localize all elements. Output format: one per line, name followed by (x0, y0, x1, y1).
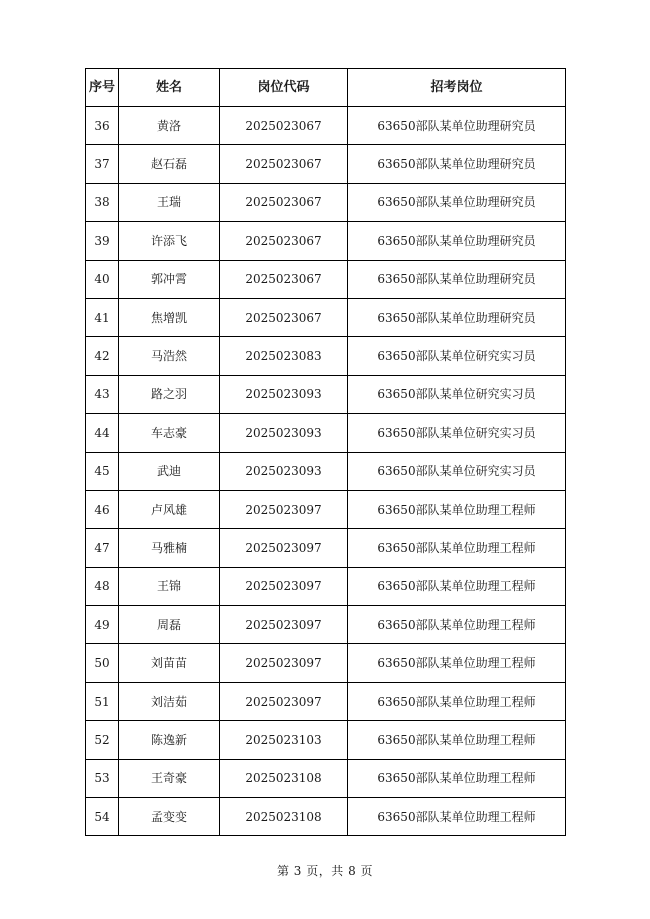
table-row (86, 414, 566, 452)
table-row (86, 529, 566, 567)
table-row (86, 183, 566, 221)
cell-name: 孟变变 (119, 798, 220, 836)
cell-position-title: 63650部队某单位助理工程师 (348, 644, 566, 682)
cell-serial-number: 41 (86, 298, 119, 336)
cell-position-title: 63650部队某单位研究实习员 (348, 452, 566, 490)
cell-serial-number: 36 (86, 107, 119, 145)
cell-position-title: 63650部队某单位助理研究员 (348, 107, 566, 145)
cell-name: 陈逸新 (119, 721, 220, 759)
cell-name: 刘苗苗 (119, 644, 220, 682)
cell-name: 武迪 (119, 452, 220, 490)
cell-position-code: 2025023097 (220, 529, 348, 567)
table-row (86, 260, 566, 298)
table-row (86, 145, 566, 183)
header-name: 姓名 (119, 69, 220, 107)
cell-position-code: 2025023067 (220, 222, 348, 260)
cell-position-title: 63650部队某单位助理工程师 (348, 759, 566, 797)
cell-position-title: 63650部队某单位研究实习员 (348, 414, 566, 452)
cell-position-code: 2025023108 (220, 759, 348, 797)
cell-position-code: 2025023103 (220, 721, 348, 759)
cell-position-title: 63650部队某单位助理工程师 (348, 682, 566, 720)
cell-position-code: 2025023093 (220, 452, 348, 490)
table-row (86, 337, 566, 375)
table-body (86, 107, 566, 836)
cell-position-code: 2025023097 (220, 567, 348, 605)
cell-serial-number: 49 (86, 606, 119, 644)
cell-position-title: 63650部队某单位助理工程师 (348, 721, 566, 759)
cell-serial-number: 50 (86, 644, 119, 682)
table-row (86, 721, 566, 759)
table-row (86, 452, 566, 490)
cell-position-title: 63650部队某单位助理工程师 (348, 567, 566, 605)
cell-position-code: 2025023097 (220, 606, 348, 644)
cell-position-code: 2025023067 (220, 145, 348, 183)
cell-serial-number: 37 (86, 145, 119, 183)
cell-position-title: 63650部队某单位助理研究员 (348, 145, 566, 183)
cell-serial-number: 42 (86, 337, 119, 375)
cell-position-title: 63650部队某单位研究实习员 (348, 375, 566, 413)
cell-position-title: 63650部队某单位助理研究员 (348, 298, 566, 336)
cell-name: 车志豪 (119, 414, 220, 452)
header-position-code: 岗位代码 (220, 69, 348, 107)
table-row (86, 107, 566, 145)
table-row (86, 682, 566, 720)
cell-position-code: 2025023067 (220, 298, 348, 336)
cell-serial-number: 53 (86, 759, 119, 797)
cell-name: 卢风雄 (119, 490, 220, 528)
cell-name: 王奇豪 (119, 759, 220, 797)
cell-serial-number: 43 (86, 375, 119, 413)
cell-position-title: 63650部队某单位助理研究员 (348, 183, 566, 221)
table-row (86, 759, 566, 797)
cell-name: 周磊 (119, 606, 220, 644)
cell-serial-number: 51 (86, 682, 119, 720)
header-position-title: 招考岗位 (348, 69, 566, 107)
header-serial-number: 序号 (86, 69, 119, 107)
cell-position-code: 2025023093 (220, 414, 348, 452)
table-row (86, 298, 566, 336)
cell-position-title: 63650部队某单位助理研究员 (348, 260, 566, 298)
cell-name: 王锦 (119, 567, 220, 605)
cell-position-code: 2025023097 (220, 682, 348, 720)
cell-position-title: 63650部队某单位助理工程师 (348, 606, 566, 644)
table-row (86, 490, 566, 528)
table-row (86, 222, 566, 260)
cell-position-title: 63650部队某单位助理工程师 (348, 490, 566, 528)
cell-position-code: 2025023097 (220, 490, 348, 528)
candidate-table-container (85, 68, 565, 836)
cell-position-code: 2025023093 (220, 375, 348, 413)
cell-serial-number: 44 (86, 414, 119, 452)
cell-position-code: 2025023067 (220, 183, 348, 221)
page-number-footer: 第 3 页，共 8 页 (276, 864, 374, 878)
cell-position-title: 63650部队某单位助理工程师 (348, 798, 566, 836)
table-row (86, 606, 566, 644)
table-header-row (86, 69, 566, 107)
table-row (86, 567, 566, 605)
cell-position-code: 2025023067 (220, 107, 348, 145)
cell-name: 郭冲霄 (119, 260, 220, 298)
cell-name: 马浩然 (119, 337, 220, 375)
cell-name: 黄洛 (119, 107, 220, 145)
cell-serial-number: 47 (86, 529, 119, 567)
cell-serial-number: 40 (86, 260, 119, 298)
cell-name: 路之羽 (119, 375, 220, 413)
cell-serial-number: 45 (86, 452, 119, 490)
cell-name: 马雅楠 (119, 529, 220, 567)
candidate-table (85, 68, 566, 836)
cell-serial-number: 39 (86, 222, 119, 260)
cell-name: 刘洁茹 (119, 682, 220, 720)
table-row (86, 375, 566, 413)
cell-serial-number: 54 (86, 798, 119, 836)
table-row (86, 644, 566, 682)
cell-position-title: 63650部队某单位研究实习员 (348, 337, 566, 375)
cell-name: 王瑞 (119, 183, 220, 221)
cell-position-code: 2025023108 (220, 798, 348, 836)
cell-serial-number: 38 (86, 183, 119, 221)
cell-position-code: 2025023067 (220, 260, 348, 298)
cell-name: 焦增凯 (119, 298, 220, 336)
table-row (86, 798, 566, 836)
cell-position-title: 63650部队某单位助理研究员 (348, 222, 566, 260)
cell-serial-number: 48 (86, 567, 119, 605)
cell-name: 赵石磊 (119, 145, 220, 183)
cell-position-code: 2025023097 (220, 644, 348, 682)
cell-serial-number: 52 (86, 721, 119, 759)
cell-name: 许添飞 (119, 222, 220, 260)
cell-position-title: 63650部队某单位助理工程师 (348, 529, 566, 567)
cell-serial-number: 46 (86, 490, 119, 528)
cell-position-code: 2025023083 (220, 337, 348, 375)
